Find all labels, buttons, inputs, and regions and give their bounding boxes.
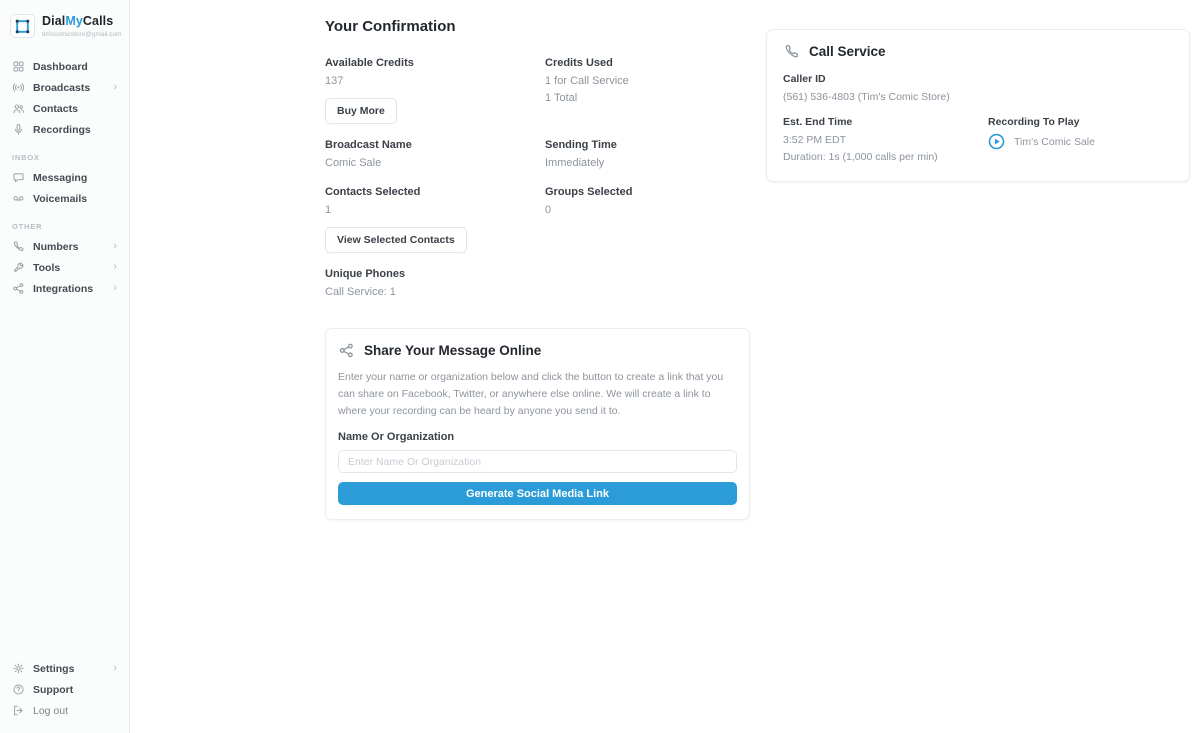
sidebar-item-label: Tools bbox=[33, 261, 61, 274]
chevron-right-icon: › bbox=[113, 282, 117, 294]
est-end-time-value: 3:52 PM EDT bbox=[783, 134, 847, 147]
dialmycalls-logo-icon bbox=[10, 14, 35, 38]
credits-used-line1: 1 for Call Service bbox=[545, 75, 629, 87]
account-email: timscomicstore@gmail.com bbox=[42, 31, 122, 38]
contacts-selected-value: 1 bbox=[325, 204, 332, 216]
brand-calls: Calls bbox=[82, 14, 114, 28]
sidebar-item-voicemails[interactable] bbox=[0, 188, 129, 209]
chevron-right-icon: › bbox=[113, 81, 117, 93]
broadcast-name-label: Broadcast Name bbox=[325, 138, 412, 151]
sidebar-item-label: Support bbox=[33, 683, 74, 696]
microphone-icon bbox=[12, 123, 25, 136]
sidebar-item-label: Messaging bbox=[33, 171, 88, 184]
sidebar-item-label: Broadcasts bbox=[33, 81, 91, 94]
sidebar-item-tools[interactable] bbox=[0, 257, 129, 278]
groups-selected-label: Groups Selected bbox=[545, 186, 633, 198]
unique-phones-value: Call Service: 1 bbox=[325, 285, 396, 298]
sidebar-nav bbox=[0, 56, 129, 299]
chevron-right-icon: › bbox=[113, 240, 117, 252]
groups-selected-block bbox=[545, 186, 750, 253]
groups-selected-value: 0 bbox=[545, 204, 552, 216]
sending-time-label: Sending Time bbox=[545, 138, 617, 151]
sidebar bbox=[0, 0, 130, 733]
sidebar-item-numbers[interactable] bbox=[0, 236, 129, 257]
unique-phones-label: Unique Phones bbox=[325, 267, 406, 280]
broadcast-name-block bbox=[325, 139, 545, 172]
credits-used-label: Credits Used bbox=[545, 57, 613, 69]
sidebar-item-label: Integrations bbox=[33, 282, 94, 295]
brand-my: My bbox=[65, 14, 83, 28]
available-credits-label: Available Credits bbox=[325, 57, 414, 69]
sidebar-item-label: Settings bbox=[33, 662, 75, 675]
credits-used-line2: 1 Total bbox=[545, 91, 578, 104]
share-nodes-icon bbox=[338, 342, 355, 359]
sidebar-item-contacts[interactable] bbox=[0, 98, 129, 119]
phone-handset-icon bbox=[783, 43, 800, 60]
sidebar-item-label: Numbers bbox=[33, 240, 79, 253]
sidebar-item-label: Dashboard bbox=[33, 60, 88, 73]
sidebar-item-integrations[interactable] bbox=[0, 278, 129, 299]
sidebar-item-label: Contacts bbox=[33, 102, 78, 115]
generate-social-media-link-button[interactable]: Generate Social Media Link bbox=[338, 482, 737, 505]
caller-id-label: Caller ID bbox=[783, 73, 826, 85]
phone-icon bbox=[12, 240, 25, 253]
recording-to-play-label: Recording To Play bbox=[988, 116, 1080, 129]
voicemail-icon bbox=[12, 192, 25, 205]
sidebar-item-settings[interactable] bbox=[0, 658, 129, 679]
dashboard-icon bbox=[12, 60, 25, 73]
credits-used-block bbox=[545, 57, 750, 124]
view-selected-contacts-button[interactable]: View Selected Contacts bbox=[325, 227, 467, 253]
broadcast-icon bbox=[12, 81, 25, 94]
call-service-card bbox=[766, 29, 1190, 182]
recording-name: Tim's Comic Sale bbox=[1014, 135, 1095, 148]
contacts-selected-block bbox=[325, 186, 545, 253]
sidebar-item-label: Log out bbox=[33, 704, 69, 717]
brand-text bbox=[42, 14, 122, 38]
sidebar-item-broadcasts[interactable] bbox=[0, 77, 129, 98]
gear-icon bbox=[12, 662, 25, 675]
chevron-right-icon: › bbox=[113, 662, 117, 674]
caller-id-value: (561) 536-4803 (Tim's Comic Store) bbox=[783, 91, 950, 103]
contacts-selected-label: Contacts Selected bbox=[325, 186, 421, 198]
broadcast-name-value: Comic Sale bbox=[325, 156, 382, 169]
sidebar-section-inbox: INBOX bbox=[12, 153, 40, 162]
sidebar-item-dashboard[interactable] bbox=[0, 56, 129, 77]
available-credits-value: 137 bbox=[325, 75, 344, 87]
share-message-card bbox=[325, 328, 750, 520]
sidebar-spacer bbox=[0, 299, 129, 658]
share-card-title: Share Your Message Online bbox=[364, 343, 542, 358]
sidebar-item-logout[interactable] bbox=[0, 700, 129, 721]
name-or-organization-label: Name Or Organization bbox=[338, 431, 455, 444]
question-icon bbox=[12, 683, 25, 696]
sidebar-bottom-nav bbox=[0, 658, 129, 733]
est-end-time-label: Est. End Time bbox=[783, 116, 853, 129]
caller-id-block bbox=[783, 73, 1173, 105]
brand-dial: Dial bbox=[42, 14, 66, 28]
share-description: Enter your name or organization below and click the button to create a link that you can share on Facebook, Twitter, or anywhere else online. We will create a link to where your recording can be heard by anyone you send it to. bbox=[338, 371, 724, 417]
logout-icon bbox=[12, 704, 25, 717]
main-content bbox=[130, 0, 1200, 733]
buy-more-button[interactable]: Buy More bbox=[325, 98, 397, 124]
duration-value: Duration: 1s (1,000 calls per min) bbox=[783, 150, 938, 163]
sidebar-item-label: Recordings bbox=[33, 123, 91, 136]
contacts-icon bbox=[12, 102, 25, 115]
sidebar-item-messaging[interactable] bbox=[0, 167, 129, 188]
name-or-organization-input[interactable] bbox=[338, 450, 737, 473]
page-title: Your Confirmation bbox=[325, 18, 456, 35]
brand-logo[interactable] bbox=[0, 0, 129, 48]
sending-time-block bbox=[545, 139, 750, 172]
call-service-title: Call Service bbox=[809, 44, 886, 59]
nodes-icon bbox=[12, 282, 25, 295]
chevron-right-icon: › bbox=[113, 261, 117, 273]
unique-phones-block bbox=[325, 268, 545, 301]
sidebar-section-other: OTHER bbox=[12, 222, 43, 231]
sending-time-value: Immediately bbox=[545, 156, 605, 169]
wrench-icon bbox=[12, 261, 25, 274]
sidebar-item-recordings[interactable] bbox=[0, 119, 129, 140]
recording-to-play-block bbox=[988, 116, 1173, 165]
confirmation-details bbox=[325, 57, 750, 300]
available-credits-block bbox=[325, 57, 545, 124]
play-recording-button[interactable] bbox=[988, 133, 1005, 150]
sidebar-item-support[interactable] bbox=[0, 679, 129, 700]
sidebar-item-label: Voicemails bbox=[33, 192, 88, 205]
chat-icon bbox=[12, 171, 25, 184]
est-end-time-block bbox=[783, 116, 988, 165]
